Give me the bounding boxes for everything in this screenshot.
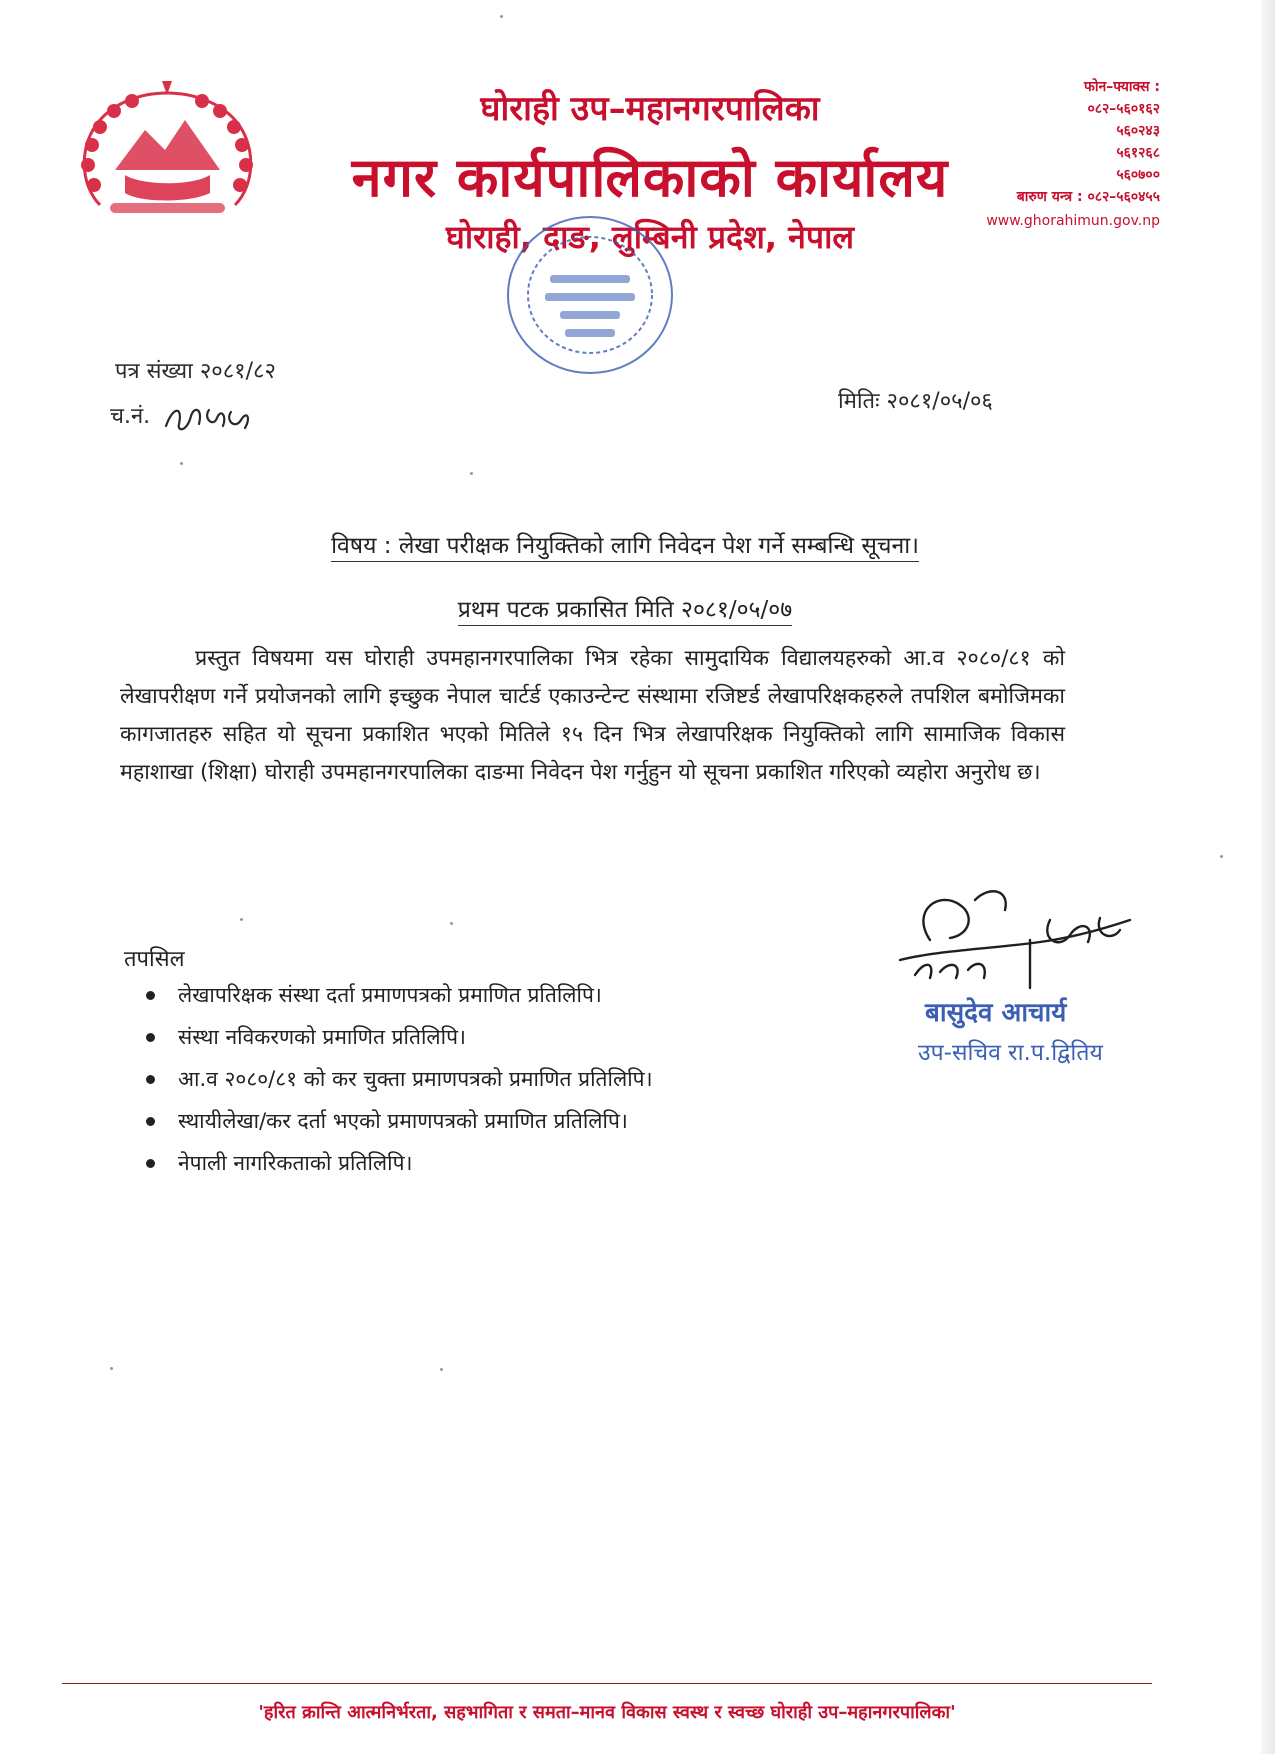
municipality-name: घोराही उप–महानगरपालिका: [480, 89, 820, 129]
nepal-emblem-icon: [70, 75, 265, 235]
contact-block: [940, 76, 1160, 232]
fire-engine-number: बारुण यन्त्र : ०८२–५६०४५५: [1016, 189, 1160, 205]
footer-motto: 'हरित क्रान्ति आत्मनिर्भरता, सहभागिता र समता–मानव विकास स्वस्थ र स्वच्छ घोराही उप–महानगरपालिका': [258, 1702, 956, 1723]
annex-item: संस्था नविकरणको प्रमाणित प्रतिलिपि।: [140, 1017, 653, 1059]
letter-date: मितिः २०८१/०५/०६: [838, 389, 993, 414]
scan-speck: [110, 1367, 113, 1370]
office-address: घोराही, दाङ, लुम्बिनी प्रदेश, नेपाल: [445, 218, 855, 256]
office-name: नगर कार्यपालिकाको कार्यालय: [351, 146, 949, 209]
phone-number: ५६१२६८: [1116, 145, 1160, 161]
phone-number: ०८२–५६०१६२: [1087, 101, 1160, 117]
scan-speck: [240, 918, 243, 921]
annex-list: [140, 975, 653, 1185]
handwritten-signature-icon: [880, 880, 1140, 990]
dispatch-number: [110, 398, 256, 436]
scan-speck: [500, 15, 503, 18]
phone-number: ५६०२४३: [1116, 123, 1160, 139]
scan-speck: [450, 922, 453, 925]
annex-item: स्थायीलेखा/कर दर्ता भएको प्रमाणपत्रको प्रमाणित प्रतिलिपि।: [140, 1101, 653, 1143]
annex-item: नेपाली नागरिकताको प्रतिलिपि।: [140, 1143, 653, 1185]
signatory-designation: उप-सचिव रा.प.द्वितिय: [918, 1040, 1103, 1066]
subject-line: [250, 528, 1000, 560]
dispatch-label: च.नं.: [110, 404, 151, 429]
scan-speck: [180, 462, 183, 465]
annex-item: लेखापरिक्षक संस्था दर्ता प्रमाणपत्रको प्रमाणित प्रतिलिपि।: [140, 975, 653, 1017]
page-edge-shadow: [1261, 0, 1275, 1754]
phone-number: ५६०७००: [1116, 167, 1160, 183]
website-link[interactable]: www.ghorahimun.gov.np: [986, 213, 1160, 229]
office-stamp-icon: [490, 205, 690, 390]
dispatch-number-handwritten-icon: [161, 398, 256, 436]
scan-speck: [1220, 855, 1223, 858]
letter-reference-number: पत्र संख्या २०८१/८२: [115, 359, 276, 384]
published-date-line: [250, 592, 1000, 624]
published-date-text: प्रथम पटक प्रकासित मिति २०८१/०५/०७: [458, 597, 792, 626]
signatory-name: बासुदेव आचार्य: [925, 998, 1067, 1028]
annex-title: तपसिल: [124, 947, 185, 972]
phone-label: फोन–फ्याक्स :: [1084, 79, 1160, 95]
footer-divider: [62, 1683, 1152, 1684]
notice-body: प्रस्तुत विषयमा यस घोराही उपमहानगरपालिका भित्र रहेका सामुदायिक विद्यालयहरुको आ.व २०८०/८१ को लेखापरीक्षण गर्ने प्रयोजनको लागि इच्छुक नेपाल चार्टर्ड एकाउन्टेन्ट संस्थामा रजिष्टर्ड लेखापरिक्षकहरुले तपशिल बमोजिमका कागजातहरु सहित यो सूचना प्रकाशित भएको मितिले १५ दिन भित्र लेखापरिक्षक नियुक्तिको लागि सामाजिक विकास महाशाखा (शिक्षा) घोराही उपमहानगरपालिका दाङमा निवेदन पेश गर्नुहुन यो सूचना प्रकाशित गरिएको व्यहोरा अनुरोध छ।: [120, 646, 1065, 785]
annex-item: आ.व २०८०/८१ को कर चुक्ता प्रमाणपत्रको प्रमाणित प्रतिलिपि।: [140, 1059, 653, 1101]
scan-speck: [470, 472, 473, 475]
subject-text: विषय : लेखा परीक्षक नियुक्तिको लागि निवेदन पेश गर्ने सम्बन्धि सूचना।: [331, 533, 919, 562]
scan-speck: [440, 1368, 443, 1371]
